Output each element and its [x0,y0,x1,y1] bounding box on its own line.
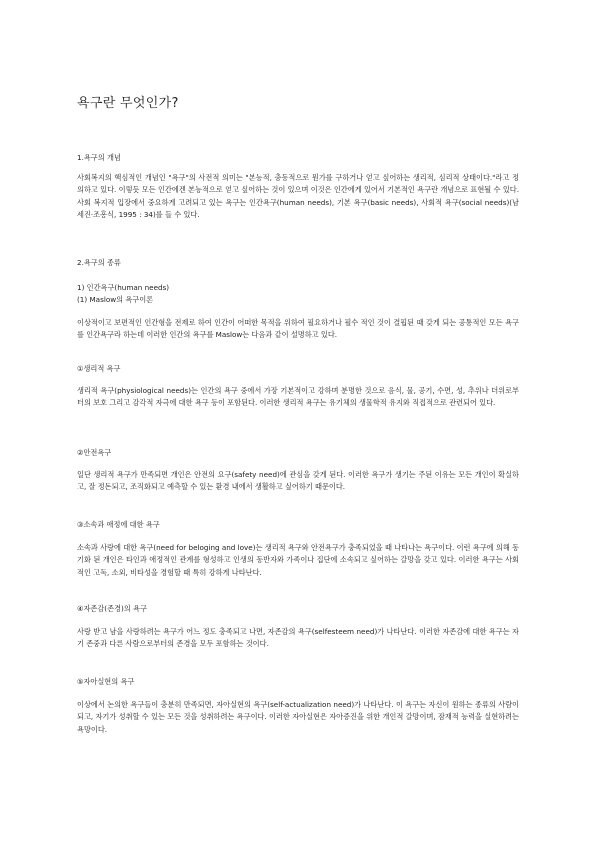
item-self-actualization-body: 이상에서 논의한 욕구들이 충분히 만족되면, 자아실현의 욕구(self-actualization need)가 나타난다. 이 욕구는 자신이 원하는 종류의 사람이 되고, 자기가 성취할 수 있는 모든 것을 성취하려는 욕구이다. 이러한 자아실현은 자아증진을 위한 개인적 갈망이며, 잠재적 능력을 실현하려는 욕망이다. [77,700,519,734]
item-physiological-heading: ①생리적 욕구 [77,364,121,373]
maslow-intro-paragraph: 이상적이고 보편적인 인간형을 전제로 하여 인간이 어떠한 목적을 위하여 필요하거나 필수 적인 것이 결핍된 때 갖게 되는 공통적인 모든 욕구를 인간욕구라 하는데 이러한 인간의 욕구를 Maslow는 다음과 같이 설명하고 있다. [77,318,519,340]
item-self-actualization-heading: ⑤자아실현의 욕구 [77,677,135,686]
section-1-heading: 1.욕구의 개념 [77,153,121,162]
item-physiological-body: 생리적 욕구(physiological needs)는 인간의 욕구 중에서 가장 기본적이고 강하며 분명한 것으로 음식, 물, 공기, 수면, 성, 추위나 더위로부터의 보호 그리고 감각적 자극에 대한 욕구 등이 포함된다. 이러한 생리적 욕구는 유기체의 생물학적 유지와 직접적으로 관련되어 있다. [77,386,519,408]
item-safety-heading: ②안전욕구 [77,448,112,457]
item-esteem-body: 사랑 받고 남을 사랑하려는 욕구가 어느 정도 충족되고 나면, 자존감의 욕구(selfesteem need)가 나타난다. 이러한 자존감에 대한 욕구는 자기 존중과 다른 사람으로부터의 존경을 모두 포함하는 것이다. [77,627,519,649]
subsection-human-needs: 1) 인간욕구(human needs) [77,283,170,292]
item-belonging-body: 소속과 사랑에 대한 욕구(need for beloging and love)는 생리적 욕구와 안전욕구가 충족되었을 때 나타나는 욕구이다. 이런 욕구에 의해 동기화 된 개인은 타인과 애정적인 관계를 형성하고 인생의 동반자와 가족이나 집단에 소속되고 싶어하는 갈망을 갖고 있다. 이러한 욕구는 사회적인 고독, 소외, 비타성을 경험할 때 특히 강하게 나타난다. [77,543,520,577]
section-1-body: 사회복지의 핵심적인 개념인 "욕구"의 사전적 의미는 "본능적, 충동적으로 뭔가를 구하거나 얻고 싶어하는 생리적, 심리적 상태이다."라고 정의하고 있다. 이렇듯 모든 인간에겐 본능적으로 얻고 싶어하는 것이 있으며 이것은 인간에게 있어서 기본적인 욕구란 개념으로 표현될 수 있다. 사회 복지적 입장에서 중요하게 고려되고 있는 욕구는 인간욕구(human needs), 기본 욕구(basic needs), 사회적 욕구(social needs)(남세진·조흥식, 1995 : 34)를 들 수 있다. [77,173,519,219]
item-esteem-heading: ④자존감(존경)의 욕구 [77,604,147,613]
item-belonging-heading: ③소속과 애정에 대한 욕구 [77,520,160,529]
item-safety-body: 일단 생리적 욕구가 만족되면 개인은 안전의 요구(safety need)에 관심을 갖게 된다. 이러한 욕구가 생기는 주된 이유는 모든 개인이 확실하고, 잘 정돈되고, 조직화되고 예측할 수 있는 환경 내에서 생활하고 싶어하기 때문이다. [77,470,519,492]
section-2-heading: 2.욕구의 종류 [77,258,121,267]
page-title: 욕구란 무엇인가? [77,96,179,111]
subsection-maslow-theory: (1) Maslow의 욕구이론 [77,295,154,304]
